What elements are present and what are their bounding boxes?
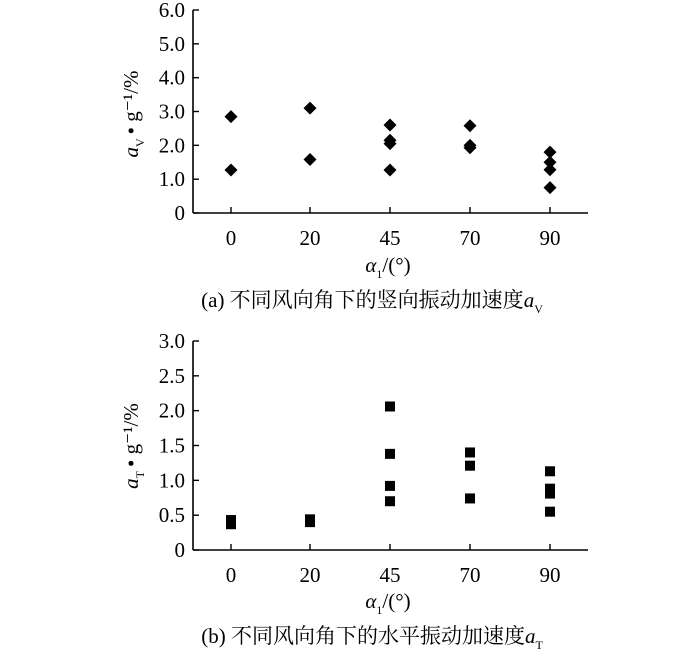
data-point-diamond <box>304 102 317 115</box>
data-point-diamond <box>544 163 557 176</box>
data-point-diamond <box>225 164 238 177</box>
data-point-square <box>385 496 395 506</box>
data-point-square <box>545 507 555 517</box>
chart-a-y-axis-label: $a_V•$ g⁻¹/% <box>119 70 147 158</box>
chart-b-horizontal-acceleration <box>119 329 588 652</box>
y-tick-label: 1.0 <box>158 468 185 493</box>
data-point-square <box>385 481 395 491</box>
chart-b-x-tick-labels <box>226 563 561 587</box>
chart-a-axes <box>193 10 588 213</box>
y-tick-label: 4.0 <box>158 65 185 90</box>
chart-a-markers <box>225 102 557 195</box>
y-tick-label: 1.0 <box>158 167 185 192</box>
chart-b-axes <box>193 341 588 550</box>
data-point-diamond <box>544 181 557 194</box>
y-tick-label: 1.5 <box>158 433 185 458</box>
data-point-diamond <box>304 153 317 166</box>
x-tick-label: 0 <box>225 563 237 587</box>
x-tick-label: 90 <box>539 226 561 250</box>
chart-a-caption: (a) 不同风向角下的竖向振动加速度$a_V$ <box>201 288 543 316</box>
data-point-square <box>226 519 236 529</box>
data-point-diamond <box>225 110 238 123</box>
chart-a-y-tick-labels <box>159 0 185 225</box>
x-tick-label: 20 <box>299 226 321 250</box>
y-tick-label: 0 <box>174 538 185 562</box>
y-tick-label: 2.5 <box>158 363 185 388</box>
y-tick-label: 6.0 <box>158 0 185 22</box>
data-point-square <box>545 466 555 476</box>
data-point-square <box>385 449 395 459</box>
y-tick-label: 3.0 <box>158 99 185 124</box>
x-tick-label: 45 <box>379 563 401 587</box>
chart-a-vertical-acceleration <box>119 0 588 316</box>
x-tick-label: 20 <box>299 563 321 587</box>
data-point-square <box>545 489 555 499</box>
y-tick-label: 0 <box>174 201 185 225</box>
data-point-square <box>305 517 315 527</box>
x-tick-label: 90 <box>539 563 561 587</box>
chart-b-y-tick-labels <box>159 329 185 562</box>
y-tick-label: 5.0 <box>158 31 185 56</box>
x-tick-label: 45 <box>379 226 401 250</box>
data-point-square <box>465 493 475 503</box>
data-point-diamond <box>384 119 397 132</box>
chart-b-y-axis-label: $a_T•$ g⁻¹/% <box>119 403 147 489</box>
data-point-square <box>465 447 475 457</box>
x-tick-label: 0 <box>225 226 237 250</box>
x-tick-label: 70 <box>459 226 481 250</box>
y-tick-label: 2.0 <box>158 133 185 158</box>
data-point-diamond <box>384 164 397 177</box>
data-point-square <box>465 461 475 471</box>
y-tick-label: 0.5 <box>158 503 185 528</box>
chart-a-x-tick-labels <box>226 226 561 250</box>
chart-b-markers <box>226 401 555 529</box>
chart-a-x-axis-label: $\alpha_1/(^\circ)$ <box>365 253 411 281</box>
y-tick-label: 2.0 <box>158 398 185 423</box>
chart-b-x-axis-label: $\alpha_1/(^\circ)$ <box>365 589 411 617</box>
data-point-diamond <box>464 119 477 132</box>
data-point-diamond <box>464 141 477 154</box>
x-tick-label: 70 <box>459 563 481 587</box>
y-tick-label: 3.0 <box>158 329 185 353</box>
data-point-square <box>385 401 395 411</box>
chart-b-caption: (b) 不同风向角下的水平振动加速度$a_T$ <box>201 624 543 652</box>
